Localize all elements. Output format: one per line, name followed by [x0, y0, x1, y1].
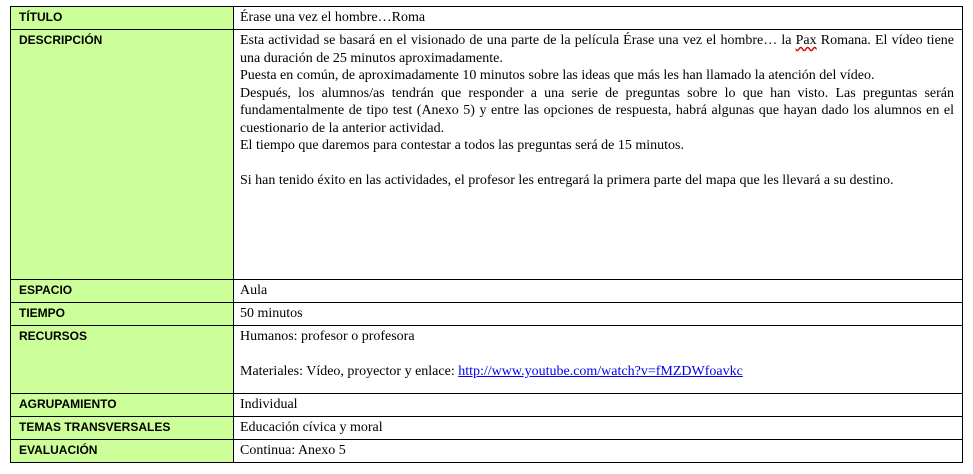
- description-text: Esta actividad se basará en el visionado de una parte de la película Érase una vez el hombre… la: [240, 33, 796, 48]
- row-descripcion: [11, 30, 963, 280]
- value-temas: Educación cívica y moral: [234, 417, 963, 440]
- label-temas: TEMAS TRANSVERSALES: [11, 417, 234, 440]
- row-titulo: [11, 7, 963, 30]
- row-espacio: [11, 280, 963, 303]
- label-titulo: TÍTULO: [11, 7, 234, 30]
- blank-line: [240, 346, 954, 364]
- row-evaluacion: [11, 440, 963, 463]
- value-titulo: Érase una vez el hombre…Roma: [234, 7, 963, 30]
- description-text: Romana. El vídeo tiene una duración de 25 minutos aproximadamente.: [240, 33, 954, 66]
- blank-line: [240, 155, 954, 173]
- description-paragraph-1: [240, 32, 954, 67]
- activity-table: [10, 6, 963, 463]
- label-evaluacion: EVALUACIÓN: [11, 440, 234, 463]
- value-descripcion: [234, 30, 963, 280]
- label-espacio: ESPACIO: [11, 280, 234, 303]
- label-tiempo: TIEMPO: [11, 303, 234, 326]
- label-recursos: RECURSOS: [11, 326, 234, 394]
- description-paragraph-3: Después, los alumnos/as tendrán que responder a una serie de preguntas sobre lo que han visto. Las preguntas serán fundamentalmente de tipo test (Anexo 5) y entre las opciones de respuesta, habrá algunas que hayan dado los alumnos en el cuestionario de la anterior actividad.: [240, 85, 954, 136]
- value-evaluacion: Continua: Anexo 5: [234, 440, 963, 463]
- description-paragraph-4: El tiempo que daremos para contestar a todos las preguntas será de 15 minutos.: [240, 138, 684, 153]
- youtube-link[interactable]: http://www.youtube.com/watch?v=fMZDWfoavkc: [458, 364, 743, 379]
- label-descripcion: DESCRIPCIÓN: [11, 30, 234, 280]
- value-espacio: Aula: [234, 280, 963, 303]
- row-temas: [11, 417, 963, 440]
- recursos-materiales: [240, 363, 954, 381]
- description-paragraph-5: Si han tenido éxito en las actividades, el profesor les entregará la primera parte del mapa que les llevará a su destino.: [240, 173, 894, 188]
- recursos-humanos: Humanos: profesor o profesora: [240, 329, 415, 344]
- row-agrupamiento: [11, 394, 963, 417]
- label-agrupamiento: AGRUPAMIENTO: [11, 394, 234, 417]
- value-agrupamiento: Individual: [234, 394, 963, 417]
- description-paragraph-2: Puesta en común, de aproximadamente 10 minutos sobre las ideas que más les han llamado la atención del vídeo.: [240, 68, 875, 83]
- spellcheck-word: Pax: [795, 33, 817, 48]
- row-recursos: [11, 326, 963, 394]
- row-tiempo: [11, 303, 963, 326]
- value-recursos: [234, 326, 963, 394]
- materiales-text: Materiales: Vídeo, proyector y enlace:: [240, 364, 459, 379]
- value-tiempo: 50 minutos: [234, 303, 963, 326]
